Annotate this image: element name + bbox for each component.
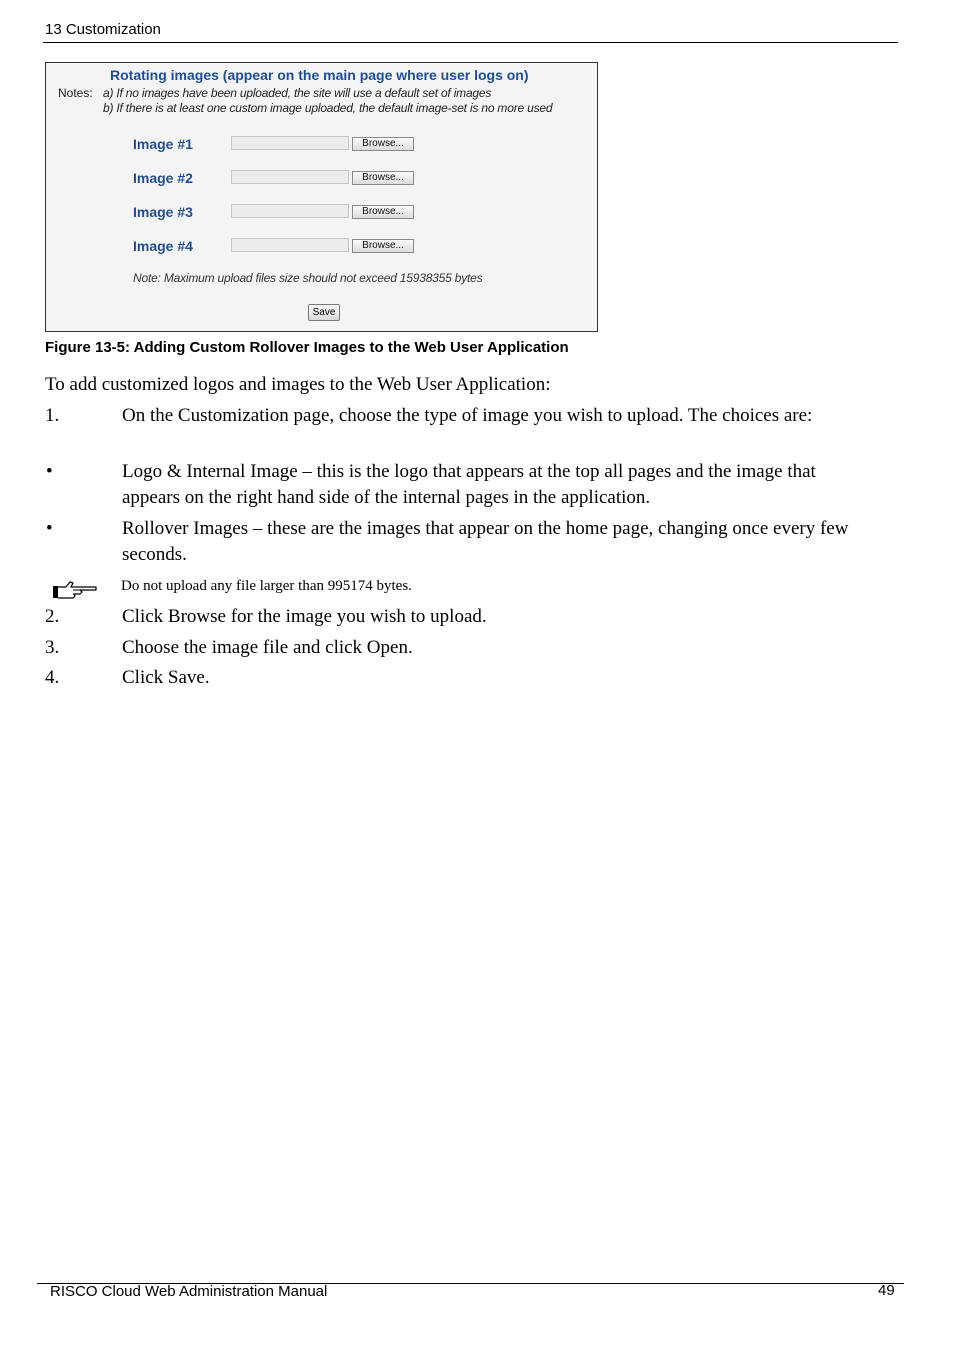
image-label-4: Image #4: [133, 238, 193, 254]
image-label-3: Image #3: [133, 204, 193, 220]
header-rule: [43, 42, 898, 43]
image-1-file-field[interactable]: [231, 136, 349, 150]
intro-paragraph: To add customized logos and images to the Web User Application:: [45, 374, 551, 395]
step-text-3: Choose the image file and click Open.: [122, 637, 413, 658]
image-label-1: Image #1: [133, 136, 193, 152]
figure-caption: Figure 13-5: Adding Custom Rollover Images to the Web User Application: [45, 339, 569, 356]
step-marker-3: 3.: [45, 637, 60, 658]
image-row-1: [133, 136, 433, 154]
page-number: 49: [878, 1282, 895, 1299]
image-row-3: [133, 204, 433, 222]
upload-limit-note: Note: Maximum upload files size should not exceed 15938355 bytes: [133, 271, 483, 285]
bullet-text-2: Rollover Images – these are the images that appear on the home page, changing once every few seconds.: [122, 518, 849, 565]
image-3-file-field[interactable]: [231, 204, 349, 218]
note-text: Do not upload any file larger than 995174 bytes.: [121, 578, 412, 594]
browse-button-2[interactable]: Browse...: [352, 171, 414, 185]
image-row-4: [133, 238, 433, 256]
form-title: Rotating images (appear on the main page where user logs on): [110, 67, 529, 83]
browse-button-3[interactable]: Browse...: [352, 205, 414, 219]
bullet-marker-2: •: [46, 518, 53, 539]
step-text-1: On the Customization page, choose the type of image you wish to upload. The choices are:: [122, 405, 813, 426]
browse-button-1[interactable]: Browse...: [352, 137, 414, 151]
step-text-2: Click Browse for the image you wish to upload.: [122, 606, 487, 627]
note-b: b) If there is at least one custom image uploaded, the default image-set is no more used: [103, 101, 553, 115]
running-header: 13 Customization: [45, 21, 161, 38]
image-4-file-field[interactable]: [231, 238, 349, 252]
browse-button-4[interactable]: Browse...: [352, 239, 414, 253]
notes-label: Notes:: [58, 86, 93, 100]
image-2-file-field[interactable]: [231, 170, 349, 184]
note-a: a) If no images have been uploaded, the site will use a default set of images: [103, 86, 492, 100]
image-label-2: Image #2: [133, 170, 193, 186]
step-marker-1: 1.: [45, 405, 60, 426]
image-row-2: [133, 170, 433, 188]
figure-upload-form: [45, 62, 598, 332]
bullet-text-1: Logo & Internal Image – this is the logo that appears at the top all pages and the image that appears on the right hand side of the internal pages in the application.: [122, 461, 816, 508]
footer-title: RISCO Cloud Web Administration Manual: [50, 1283, 328, 1300]
pointing-hand-icon: [52, 578, 100, 600]
step-marker-4: 4.: [45, 667, 60, 688]
bullet-marker-1: •: [46, 461, 53, 482]
save-button[interactable]: Save: [308, 304, 340, 321]
step-marker-2: 2.: [45, 606, 60, 627]
step-text-4: Click Save.: [122, 667, 210, 688]
